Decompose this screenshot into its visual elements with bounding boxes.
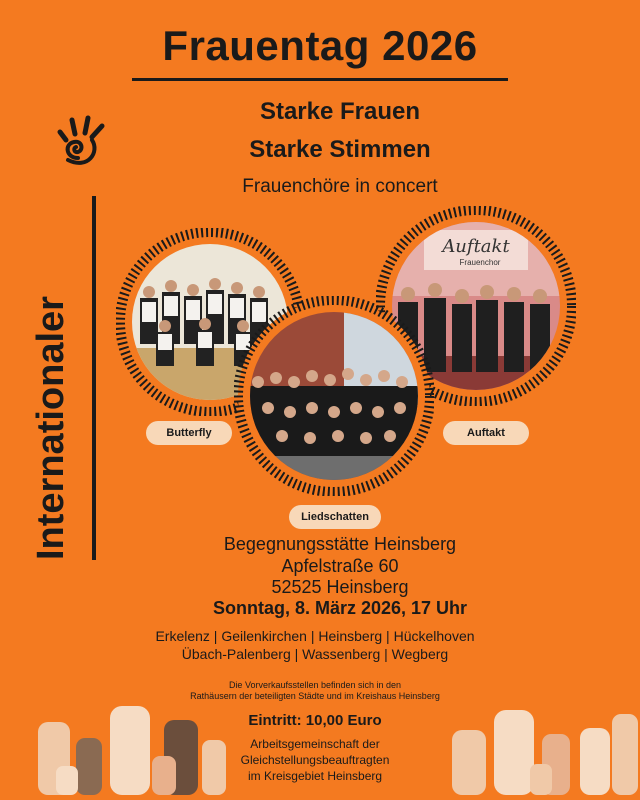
tagline-strong-voices: Starke Stimmen <box>249 136 431 163</box>
page-title: Frauentag 2026 <box>162 22 478 69</box>
organizer-line-3: im Kreisgebiet Heinsberg <box>247 769 383 783</box>
side-title: Internationaler <box>30 296 72 560</box>
organizer-line-1: Arbeitsgemeinschaft der <box>250 737 380 751</box>
auftakt-banner-logo: Auftakt <box>442 236 510 257</box>
presale-note-line-2: Rathäusern der beteiligten Städte und im Kreishaus Heinsberg <box>190 691 440 701</box>
towns-line-2: Übach-Palenberg | Wassenberg | Wegberg <box>181 646 449 662</box>
side-rule <box>92 196 96 560</box>
raised-fist-icon <box>446 700 640 800</box>
auftakt-banner-subtext: Frauenchor <box>459 258 501 267</box>
venue-street: Apfelstraße 60 <box>281 556 399 576</box>
admission-price: Eintritt: 10,00 Euro <box>248 712 382 729</box>
tagline-strong-women: Starke Frauen <box>259 98 421 125</box>
choir-label-butterfly: Butterfly <box>146 421 232 445</box>
subtitle: Frauenchöre in concert <box>242 176 438 197</box>
organizer-line-2: Gleichstellungsbeauftragten <box>240 753 390 767</box>
title-underline <box>132 78 508 81</box>
towns-line-1: Erkelenz | Geilenkirchen | Heinsberg | Hückelhoven <box>155 628 475 644</box>
choir-label-liedschatten: Liedschatten <box>289 505 381 529</box>
event-datetime: Sonntag, 8. März 2026, 17 Uhr <box>212 598 468 618</box>
venue-name: Begegnungsstätte Heinsberg <box>223 534 457 554</box>
presale-note-line-1: Die Vorverkaufsstellen befinden sich in den <box>228 680 402 690</box>
spiral-sun-logo-icon <box>48 112 112 181</box>
choir-photo-liedschatten <box>234 296 434 496</box>
venue-city: 52525 Heinsberg <box>271 577 409 597</box>
choir-label-auftakt: Auftakt <box>443 421 529 445</box>
raised-fist-icon <box>30 700 230 800</box>
